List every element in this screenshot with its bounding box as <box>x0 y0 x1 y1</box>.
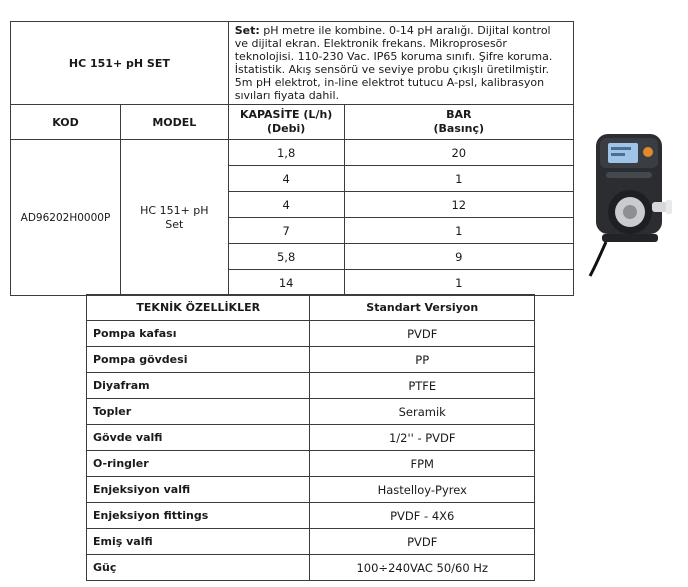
spec-value: 1/2'' - PVDF <box>310 425 535 451</box>
spec-label: Enjeksiyon fittings <box>87 503 310 529</box>
description-text: pH metre ile kombine. 0-14 pH aralığı. Dijital kontrol ve dijital ekran. Elektronik frekans. Mikroprosesör teknolojisi. 110-230 Vac. IP65 koruma sınıfı. Şifre koruma. İstatistik. Akış sensörü ve seviye probu çıkışlı üretilmiştir. 5m pH elektrot, in-line elektrot tutucu A-psl, kalibrasyon sıvıları fiyata dahil. <box>234 24 553 102</box>
spec-label: Pompa kafası <box>87 321 310 347</box>
header-kod: KOD <box>11 105 121 140</box>
header-bar-line2: (Basınç) <box>433 122 485 135</box>
tech-header-left: TEKNİK ÖZELLİKLER <box>87 295 310 321</box>
spec-label: O-ringler <box>87 451 310 477</box>
header-bar-line1: BAR <box>446 108 472 121</box>
product-title: HC 151+ pH SET <box>11 22 229 105</box>
bar-cell: 12 <box>344 192 573 218</box>
spec-label: Pompa gövdesi <box>87 347 310 373</box>
spec-value: 100÷240VAC 50/60 Hz <box>310 555 535 581</box>
kod-value: AD96202H0000P <box>11 140 121 296</box>
capacity-cell: 7 <box>228 218 344 244</box>
bar-cell: 9 <box>344 244 573 270</box>
spec-label: Diyafram <box>87 373 310 399</box>
header-bar <box>344 105 573 140</box>
spec-label: Emiş valfi <box>87 529 310 555</box>
spec-value: FPM <box>310 451 535 477</box>
spec-label: Enjeksiyon valfi <box>87 477 310 503</box>
spec-label: Güç <box>87 555 310 581</box>
capacity-cell: 14 <box>228 270 344 296</box>
header-model: MODEL <box>120 105 228 140</box>
spec-label: Topler <box>87 399 310 425</box>
bar-cell: 1 <box>344 218 573 244</box>
product-table <box>10 21 574 296</box>
spec-value: Hastelloy-Pyrex <box>310 477 535 503</box>
header-capacity <box>228 105 344 140</box>
bar-cell: 1 <box>344 166 573 192</box>
dosing-pump-illustration <box>582 130 678 280</box>
description-label: Set: <box>234 24 260 37</box>
spec-value: PTFE <box>310 373 535 399</box>
spec-value: PVDF - 4X6 <box>310 503 535 529</box>
bar-cell: 20 <box>344 140 573 166</box>
bar-cell: 1 <box>344 270 573 296</box>
header-capacity-line1: KAPASİTE (L/h) <box>239 108 333 121</box>
tech-header-right: Standart Versiyon <box>310 295 535 321</box>
spec-value: PVDF <box>310 321 535 347</box>
capacity-cell: 4 <box>228 166 344 192</box>
model-line1: HC 151+ pH <box>140 203 209 217</box>
dosing-pump-photo <box>582 130 678 280</box>
model-value <box>120 140 228 296</box>
technical-specs-table <box>86 294 535 581</box>
spec-value: PVDF <box>310 529 535 555</box>
product-description <box>228 22 573 105</box>
capacity-cell: 1,8 <box>228 140 344 166</box>
capacity-cell: 4 <box>228 192 344 218</box>
header-capacity-line2: (Debi) <box>266 122 306 135</box>
spec-value: Seramik <box>310 399 535 425</box>
model-line2: Set <box>165 217 184 231</box>
spec-label: Gövde valfi <box>87 425 310 451</box>
capacity-cell: 5,8 <box>228 244 344 270</box>
spec-value: PP <box>310 347 535 373</box>
